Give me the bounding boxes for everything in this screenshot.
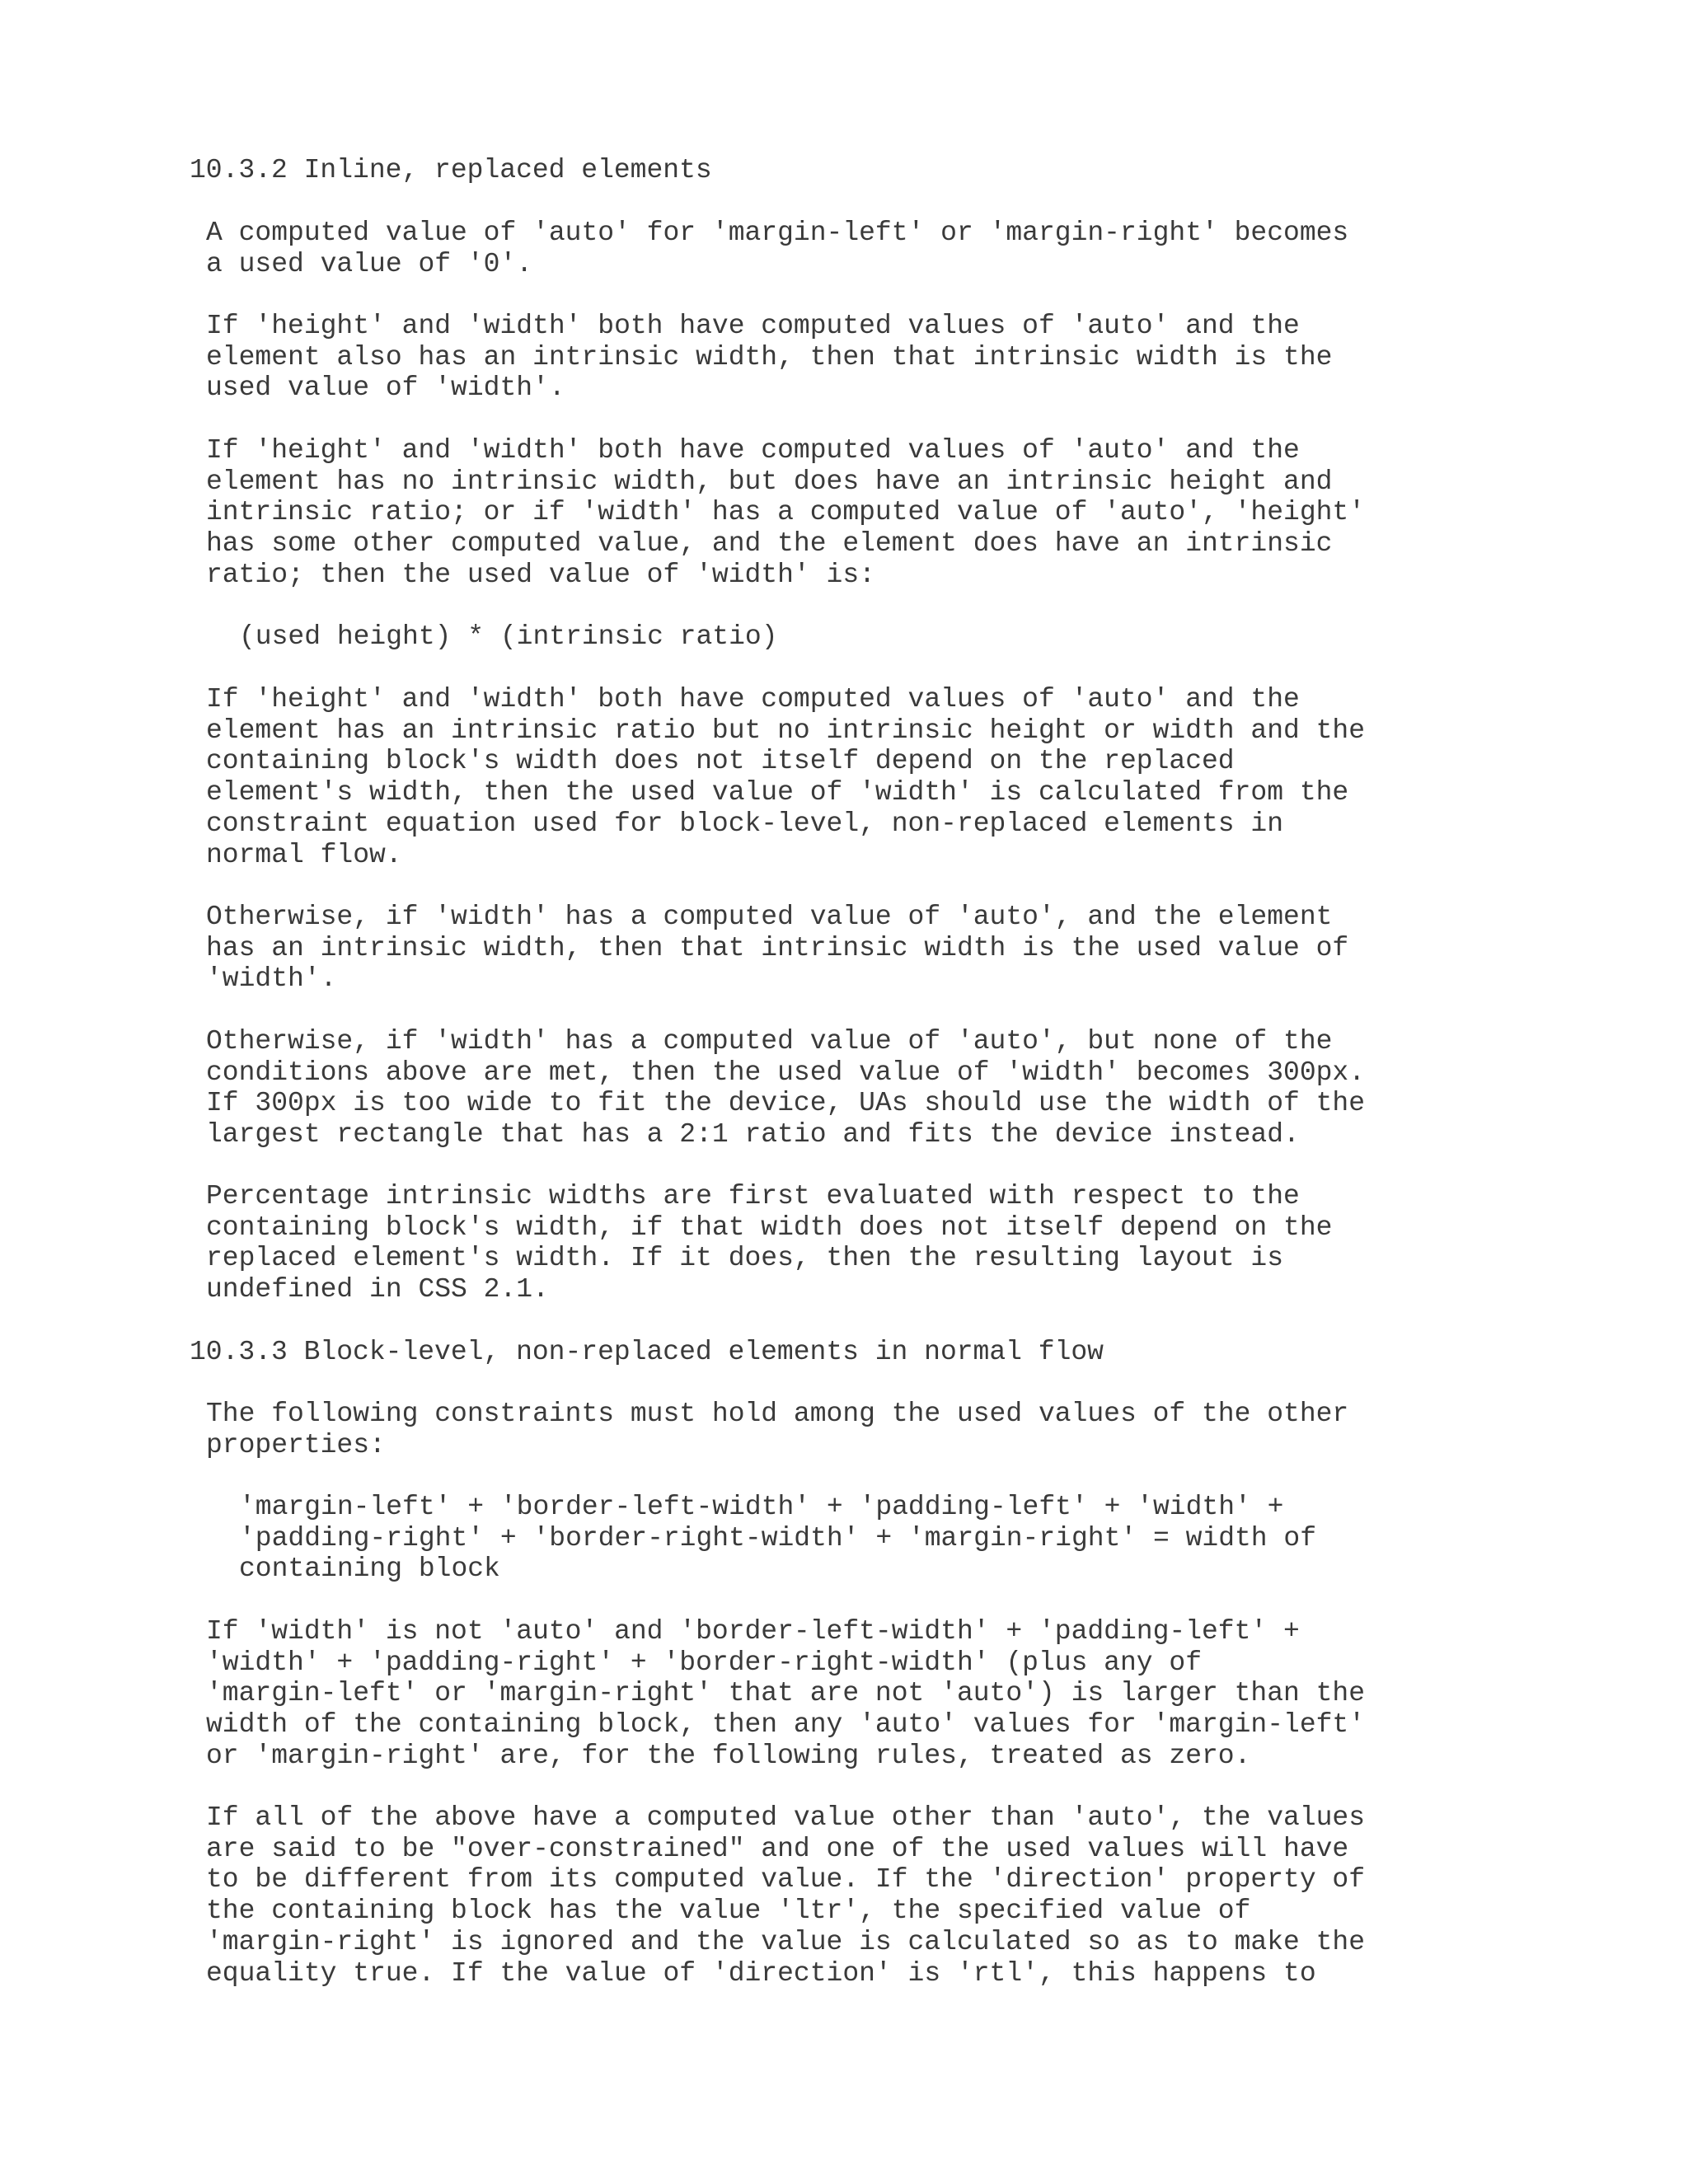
text-line: Percentage intrinsic widths are first evaluated with respect to the: [206, 1181, 1300, 1212]
text-line: 'width'.: [206, 963, 337, 995]
text-line: If 'height' and 'width' both have computed values of 'auto' and the: [206, 311, 1300, 341]
text-line: replaced element's width. If it does, then the resulting layout is: [206, 1243, 1284, 1274]
formula-block: [239, 1492, 1657, 1585]
text-line: a used value of '0'.: [206, 248, 533, 279]
formula-line: containing block: [239, 1554, 500, 1585]
text-line: are said to be "over-constrained" and one of the used values will have: [206, 1833, 1349, 1864]
text-line: element also has an intrinsic width, then that intrinsic width is the: [206, 341, 1333, 373]
text-line: the containing block has the value 'ltr', the specified value of: [206, 1896, 1251, 1927]
text-line: intrinsic ratio; or if 'width' has a computed value of 'auto', 'height': [206, 497, 1366, 528]
text-line: equality true. If the value of 'direction' is 'rtl', this happens to: [206, 1957, 1316, 1989]
text-line: width of the containing block, then any 'auto' values for 'margin-left': [206, 1709, 1366, 1741]
formula-line: (used height) * (intrinsic ratio): [239, 621, 778, 652]
text-line: element's width, then the used value of 'width' is calculated from the: [206, 777, 1349, 808]
text-line: ratio; then the used value of 'width' is:: [206, 559, 875, 590]
text-line: If all of the above have a computed value other than 'auto', the values: [206, 1802, 1366, 1833]
paragraph: [206, 1802, 1624, 1989]
text-line: A computed value of 'auto' for 'margin-left' or 'margin-right' becomes: [206, 218, 1349, 248]
text-line: to be different from its computed value. If the 'direction' property of: [206, 1864, 1366, 1896]
text-line: used value of 'width'.: [206, 373, 565, 404]
text-line: undefined in CSS 2.1.: [206, 1274, 549, 1305]
paragraph: [206, 1399, 1624, 1460]
text-line: If 'height' and 'width' both have computed values of 'auto' and the: [206, 684, 1300, 715]
formula-line: 'padding-right' + 'border-right-width' + 'margin-right' = width of: [239, 1522, 1317, 1554]
paragraph: [206, 218, 1624, 279]
text-line: 'width' + 'padding-right' + 'border-right-width' (plus any of: [206, 1647, 1202, 1678]
text-line: properties:: [206, 1429, 386, 1460]
text-line: 'margin-right' is ignored and the value is calculated so as to make the: [206, 1926, 1366, 1957]
formula-line: 'margin-left' + 'border-left-width' + 'padding-left' + 'width' +: [239, 1492, 1284, 1522]
text-line: If 'height' and 'width' both have computed values of 'auto' and the: [206, 435, 1300, 466]
text-line: 'margin-left' or 'margin-right' that are not 'auto') is larger than the: [206, 1678, 1366, 1709]
text-line: containing block's width does not itself depend on the replaced: [206, 746, 1235, 777]
text-line: conditions above are met, then the used value of 'width' becomes 300px.: [206, 1057, 1366, 1088]
paragraph: [206, 1181, 1624, 1305]
text-line: or 'margin-right' are, for the following rules, treated as zero.: [206, 1740, 1251, 1771]
text-line: element has no intrinsic width, but does have an intrinsic height and: [206, 466, 1333, 497]
paragraph: [206, 684, 1624, 870]
text-line: has some other computed value, and the element does have an intrinsic: [206, 528, 1333, 560]
paragraph: [206, 311, 1624, 404]
text-line: The following constraints must hold among the used values of the other: [206, 1399, 1349, 1429]
text-line: element has an intrinsic ratio but no intrinsic height or width and the: [206, 715, 1366, 746]
formula-block: [239, 621, 1657, 653]
paragraph: [206, 1026, 1624, 1151]
paragraph: [206, 1616, 1624, 1772]
text-line: If 'width' is not 'auto' and 'border-left-width' + 'padding-left' +: [206, 1616, 1300, 1647]
text-line: normal flow.: [206, 839, 402, 870]
section-heading-10-3-3: 10.3.3 Block-level, non-replaced elements in normal flow: [190, 1337, 1104, 1367]
text-line: constraint equation used for block-level, non-replaced elements in: [206, 808, 1284, 839]
paragraph: [206, 435, 1624, 591]
section-heading-10-3-2: 10.3.2 Inline, replaced elements: [190, 155, 712, 185]
text-line: Otherwise, if 'width' has a computed value of 'auto', and the element: [206, 902, 1333, 932]
text-line: containing block's width, if that width does not itself depend on the: [206, 1212, 1333, 1243]
text-line: largest rectangle that has a 2:1 ratio and fits the device instead.: [206, 1119, 1300, 1151]
paragraph: [206, 902, 1624, 995]
text-line: has an intrinsic width, then that intrinsic width is the used value of: [206, 932, 1349, 963]
text-line: Otherwise, if 'width' has a computed value of 'auto', but none of the: [206, 1026, 1333, 1057]
text-line: If 300px is too wide to fit the device, UAs should use the width of the: [206, 1088, 1366, 1119]
